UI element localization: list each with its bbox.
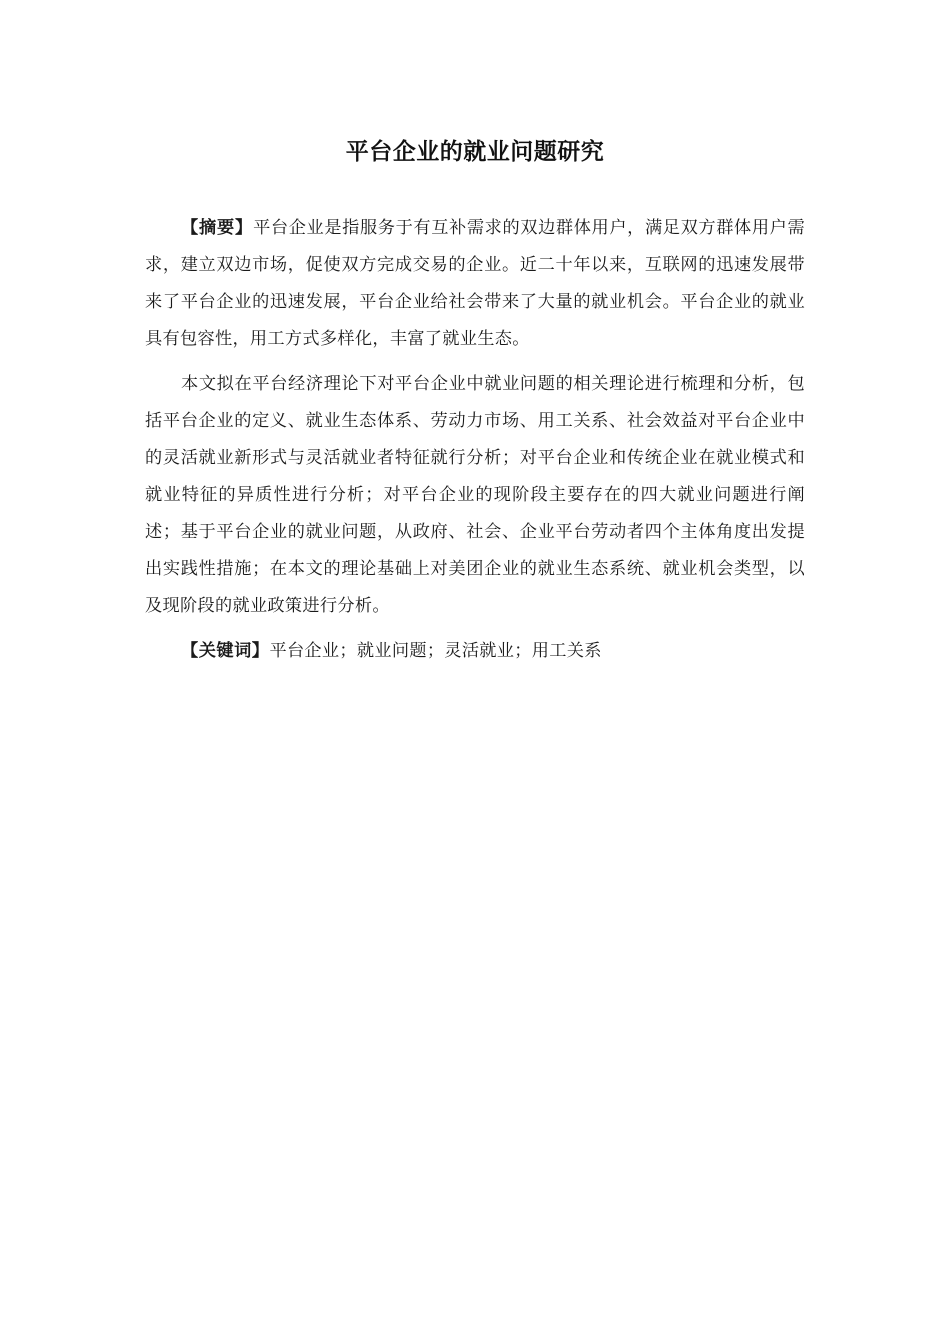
keywords-label: 【关键词】 [181, 641, 270, 661]
document-title: 平台企业的就业问题研究 [345, 139, 605, 165]
keywords-paragraph [145, 633, 805, 670]
abstract-paragraph-1 [145, 210, 805, 358]
document-body [145, 210, 805, 670]
abstract-label: 【摘要】 [181, 218, 254, 238]
abstract-text-2: 本文拟在平台经济理论下对平台企业中就业问题的相关理论进行梳理和分析，包括平台企业的定义、就业生态体系、劳动力市场、用工关系、社会效益对平台企业中的灵活就业新形式与灵活就业者特征就行分析；对平台企业和传统企业在就业模式和就业特征的异质性进行分析；对平台企业的现阶段主要存在的四大就业问题进行阐述；基于平台企业的就业问题，从政府、社会、企业平台劳动者四个主体角度出发提出实践性措施；在本文的理论基础上对美团企业的就业生态系统、就业机会类型，以及现阶段的就业政策进行分析。 [145, 374, 805, 616]
abstract-paragraph-2 [145, 366, 805, 625]
abstract-text-1: 平台企业是指服务于有互补需求的双边群体用户，满足双方群体用户需求，建立双边市场，促使双方完成交易的企业。近二十年以来，互联网的迅速发展带来了平台企业的迅速发展，平台企业给社会带来了大量的就业机会。平台企业的就业具有包容性，用工方式多样化，丰富了就业生态。 [145, 218, 805, 349]
keywords-text: 平台企业；就业问题；灵活就业；用工关系 [269, 641, 602, 661]
